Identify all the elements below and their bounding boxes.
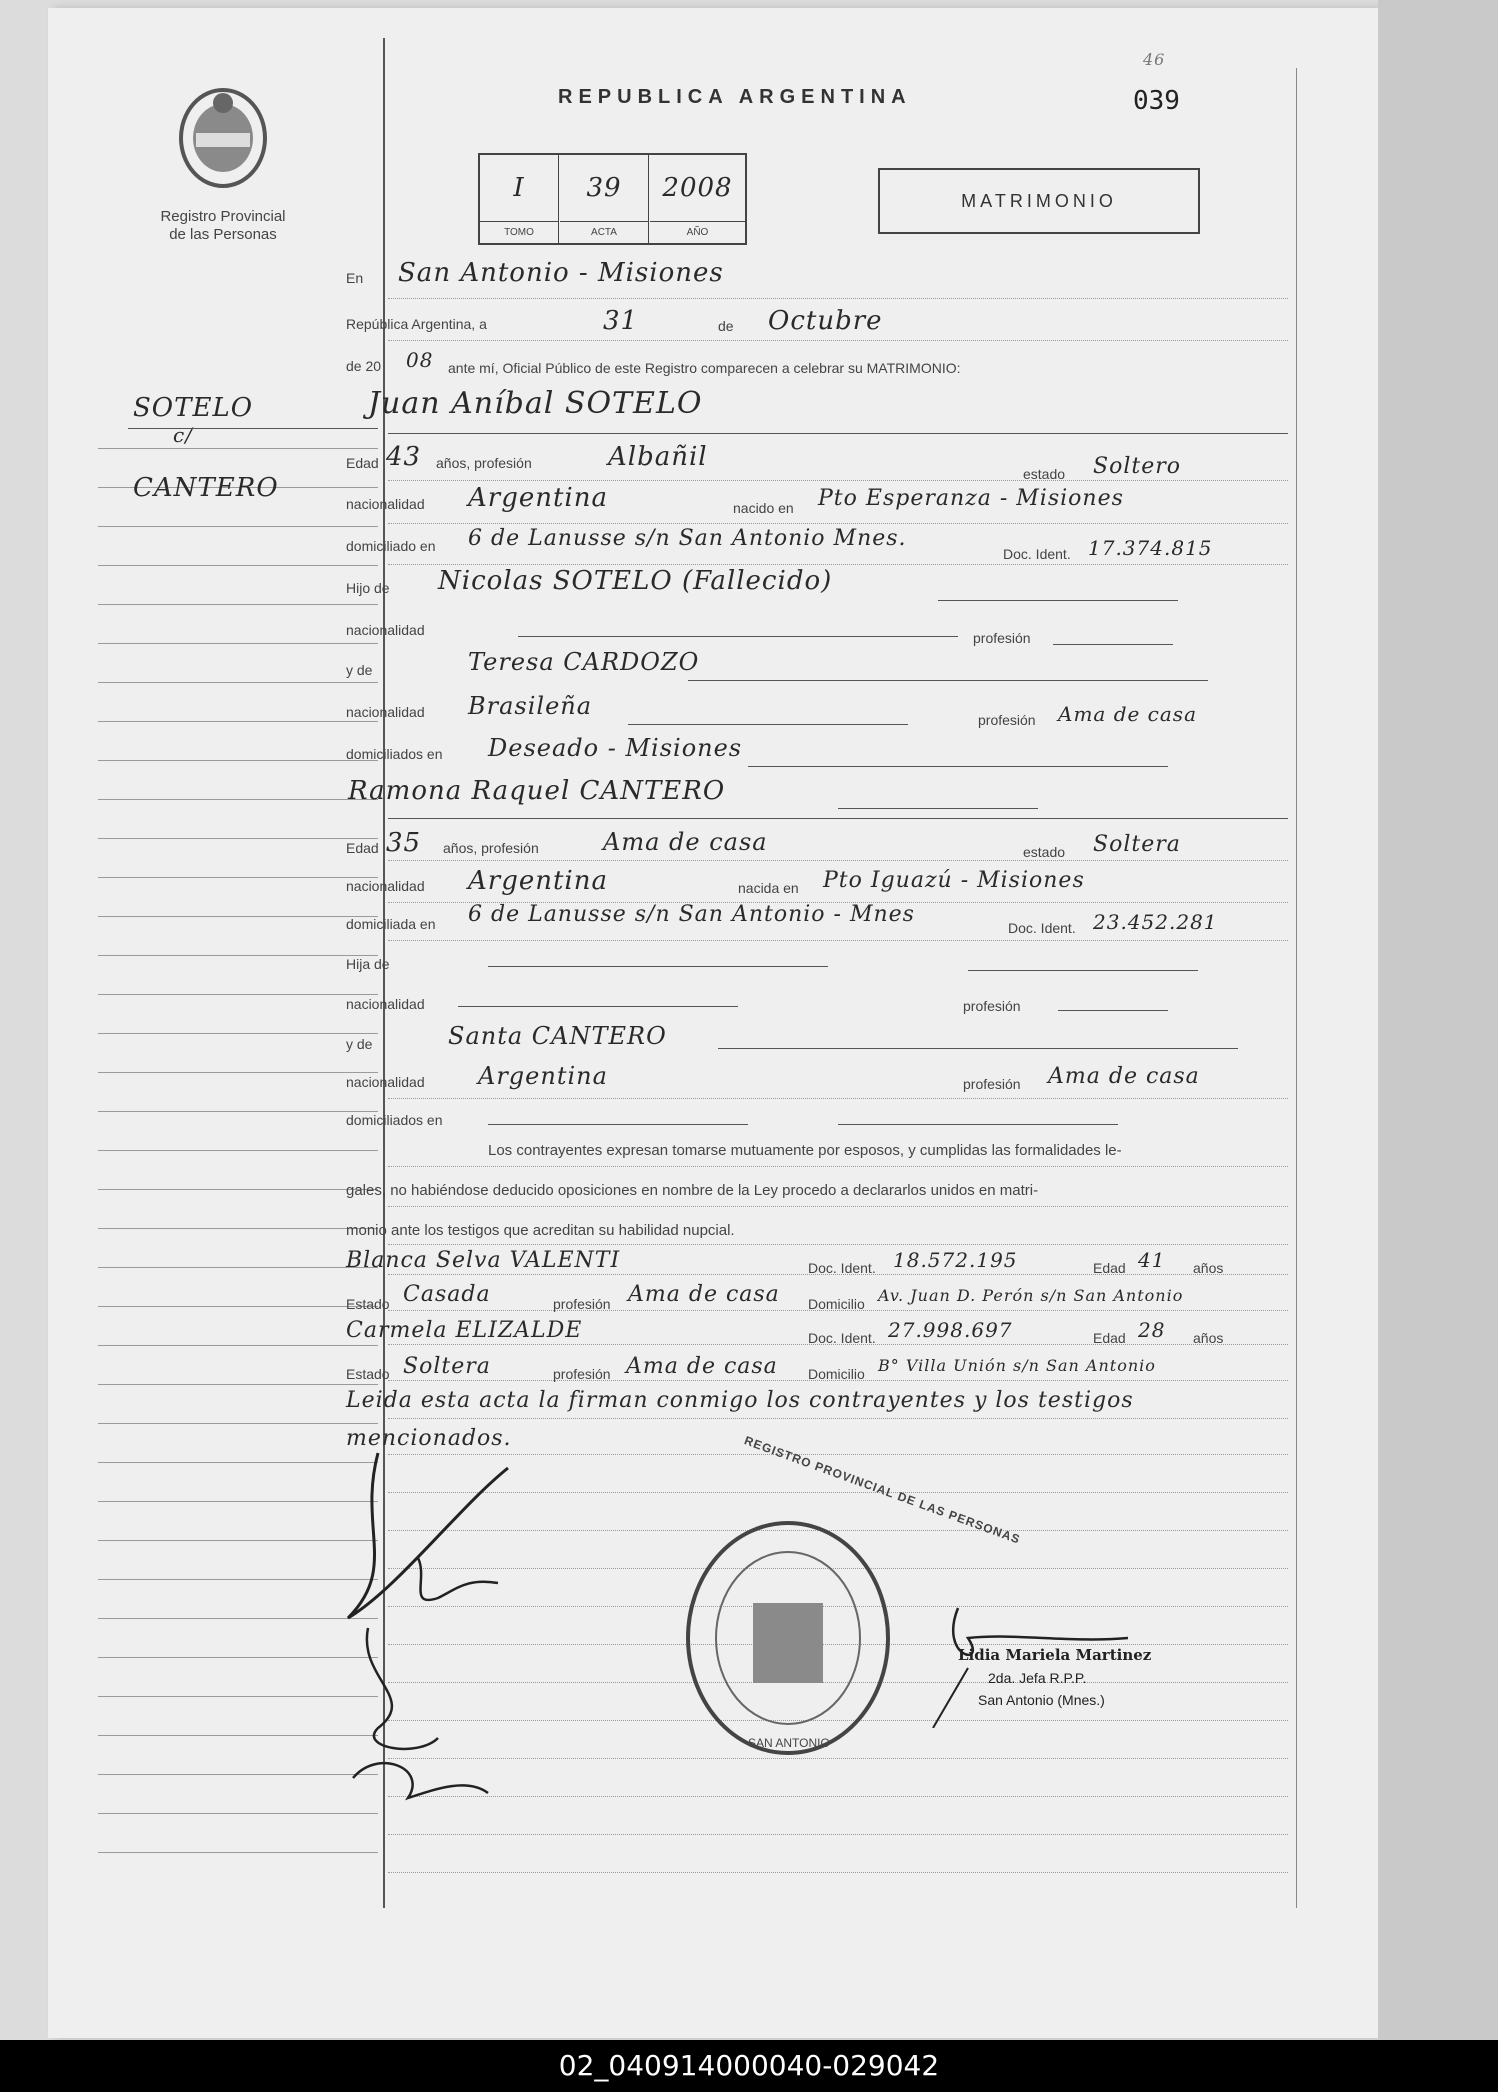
groom-padres-dom: Deseado - Misiones [488,734,743,762]
bride-nac-label: nacionalidad [346,878,425,894]
groom-prof-label: años, profesión [436,455,532,471]
margin-separator: c/ [173,423,193,447]
groom-padres-dom-label: domiciliados en [346,746,443,762]
bride-madre-nac: Argentina [478,1062,608,1090]
bride-doc: 23.452.281 [1093,910,1218,934]
page-number: 039 [1133,86,1180,116]
groom-nacionalidad: Argentina [468,483,608,513]
witness2-doc-label: Doc. Ident. [808,1330,876,1346]
groom-doc-label: Doc. Ident. [1003,546,1071,562]
seal-bottom-text: SAN ANTONIO [748,1736,830,1750]
bride-madre-nac-label: nacionalidad [346,1074,425,1090]
witness2-prof-label: profesión [553,1366,611,1382]
groom-madre-nac: Brasileña [468,692,593,720]
bride-prof-label: años, profesión [443,840,539,856]
closing-line-2: mencionados. [346,1426,512,1451]
official-name: Lidia Mariela Martinez [958,1646,1152,1664]
groom-madre-prof-label: profesión [978,712,1036,728]
footer-code: 02_040914000040-029042 [0,2040,1498,2092]
groom-estado-label: estado [1023,466,1066,482]
bride-madre-prof-label: profesión [963,1076,1021,1092]
bride-hija-label: Hija de [346,956,390,972]
tomo-label: TOMO [480,221,559,244]
witness2-dom-label: Domicilio [808,1366,865,1382]
de-label: de [718,318,734,334]
groom-edad: 43 [386,442,422,472]
witness1-name: Blanca Selva VALENTI [346,1248,621,1273]
witness2-edad-label: Edad [1093,1330,1126,1346]
intro-sentence: ante mí, Oficial Público de este Registro comparecen a celebrar su MATRIMONIO: [448,360,961,376]
rep-label: República Argentina, a [346,316,487,332]
acta-box [478,153,747,245]
witness1-edad: 41 [1138,1248,1166,1272]
declaration-line-1: Los contrayentes expresan tomarse mutuamente por esposos, y cumplidas las formalidades le- [488,1142,1122,1159]
margin-name-2: CANTERO [133,473,279,503]
groom-padre-prof-label: profesión [973,630,1031,646]
groom-name: Juan Aníbal SOTELO [368,386,703,421]
closing-line-1: Leida esta acta la firman conmigo los contrayentes y los testigos [346,1388,1134,1413]
groom-hijo-label: Hijo de [346,580,390,596]
bride-doc-label: Doc. Ident. [1008,920,1076,936]
margin-name-1: SOTELO [133,393,254,423]
groom-edad-label: Edad [346,455,379,471]
groom-nacido-label: nacido en [733,500,794,516]
bride-nacida-label: nacida en [738,880,799,896]
groom-nac-label: nacionalidad [346,496,425,512]
bride-profesion: Ama de casa [603,828,768,856]
year-value: 08 [406,348,434,372]
witness1-estado-label: Estado [346,1296,390,1312]
witness1-doc-label: Doc. Ident. [808,1260,876,1276]
witness1-profesion: Ama de casa [628,1282,780,1307]
witness1-estado: Casada [403,1282,491,1307]
bride-estado: Soltera [1093,832,1181,857]
bride-madre-prof: Ama de casa [1048,1064,1200,1089]
right-rule [1296,68,1297,1908]
declaration-line-2: gales, no habiéndose deducido oposiciones en nombre de la Ley procedo a declararlos unidos en matri- [346,1182,1039,1199]
place-value: San Antonio - Misiones [398,258,724,288]
corner-mark: 46 [1143,50,1166,69]
seal-text: REGISTRO PROVINCIAL DE LAS PERSONAS [742,1433,1023,1547]
bride-edad-label: Edad [346,840,379,856]
bride-name: Ramona Raquel CANTERO [348,776,726,806]
groom-doc: 17.374.815 [1088,536,1213,560]
witness2-doc: 27.998.697 [888,1318,1013,1342]
witness1-doc: 18.572.195 [893,1248,1018,1272]
bride-nacida: Pto Iguazú - Misiones [823,868,1085,893]
witness2-domicilio: B° Villa Unión s/n San Antonio [878,1356,1156,1375]
bride-estado-label: estado [1023,844,1066,860]
bride-domicilio: 6 de Lanusse s/n San Antonio - Mnes [468,902,915,927]
groom-nacido: Pto Esperanza - Misiones [818,486,1124,511]
bride-padres-dom-label: domiciliados en [346,1112,443,1128]
witness2-edad: 28 [1138,1318,1166,1342]
groom-profesion: Albañil [608,442,708,472]
registry-line-1: Registro Provincial [160,208,286,225]
witness1-domicilio: Av. Juan D. Perón s/n San Antonio [878,1286,1184,1305]
bride-dom-label: domiciliada en [346,916,436,932]
witness2-anos-label: años [1193,1330,1224,1346]
document-page [48,8,1378,2038]
month-value: Octubre [768,306,883,336]
year-label: de 20 [346,358,382,374]
official-seal [663,1508,913,1768]
coat-of-arms-icon [168,83,278,193]
groom-padre: Nicolas SOTELO (Fallecido) [438,566,833,596]
witness1-prof-label: profesión [553,1296,611,1312]
bride-padre-nac-label: nacionalidad [346,996,425,1012]
witness2-profesion: Ama de casa [626,1354,778,1379]
margin-ruled-lines [98,448,378,1891]
en-label: En [346,270,364,286]
acta-label: ACTA [560,221,649,244]
witness1-anos-label: años [1193,1260,1224,1276]
bride-madre: Santa CANTERO [448,1022,667,1050]
tomo-value: I [480,155,559,221]
paper-edge [1378,0,1498,2040]
groom-padre-nac-label: nacionalidad [346,622,425,638]
groom-dom-label: domiciliado en [346,538,436,554]
witness1-dom-label: Domicilio [808,1296,865,1312]
acta-value: 39 [560,155,649,221]
registry-name [143,208,303,244]
groom-domicilio: 6 de Lanusse s/n San Antonio Mnes. [468,526,907,551]
groom-estado: Soltero [1093,454,1181,479]
bride-edad: 35 [386,828,422,858]
bride-padre-prof-label: profesión [963,998,1021,1014]
groom-madre-prof: Ama de casa [1058,702,1197,726]
registry-line-2: de las Personas [169,226,277,243]
bride-nacionalidad: Argentina [468,866,608,896]
witness2-estado: Soltera [403,1354,491,1379]
official-title: 2da. Jefa R.P.P. [988,1670,1087,1686]
witness2-name: Carmela ELIZALDE [346,1318,583,1343]
bride-yde-label: y de [346,1036,373,1052]
country-heading: REPUBLICA ARGENTINA [558,86,912,108]
ano-label: AÑO [650,221,745,244]
witness1-edad-label: Edad [1093,1260,1126,1276]
groom-yde-label: y de [346,662,373,678]
groom-madre-nac-label: nacionalidad [346,704,425,720]
witness2-estado-label: Estado [346,1366,390,1382]
doc-type-box: MATRIMONIO [878,168,1200,234]
ano-value: 2008 [662,173,733,203]
groom-madre: Teresa CARDOZO [468,648,700,676]
declaration-line-3: monio ante los testigos que acreditan su habilidad nupcial. [346,1222,735,1239]
contrayentes-signatures [338,1448,658,1828]
official-place: San Antonio (Mnes.) [978,1692,1105,1708]
day-value: 31 [603,306,639,336]
